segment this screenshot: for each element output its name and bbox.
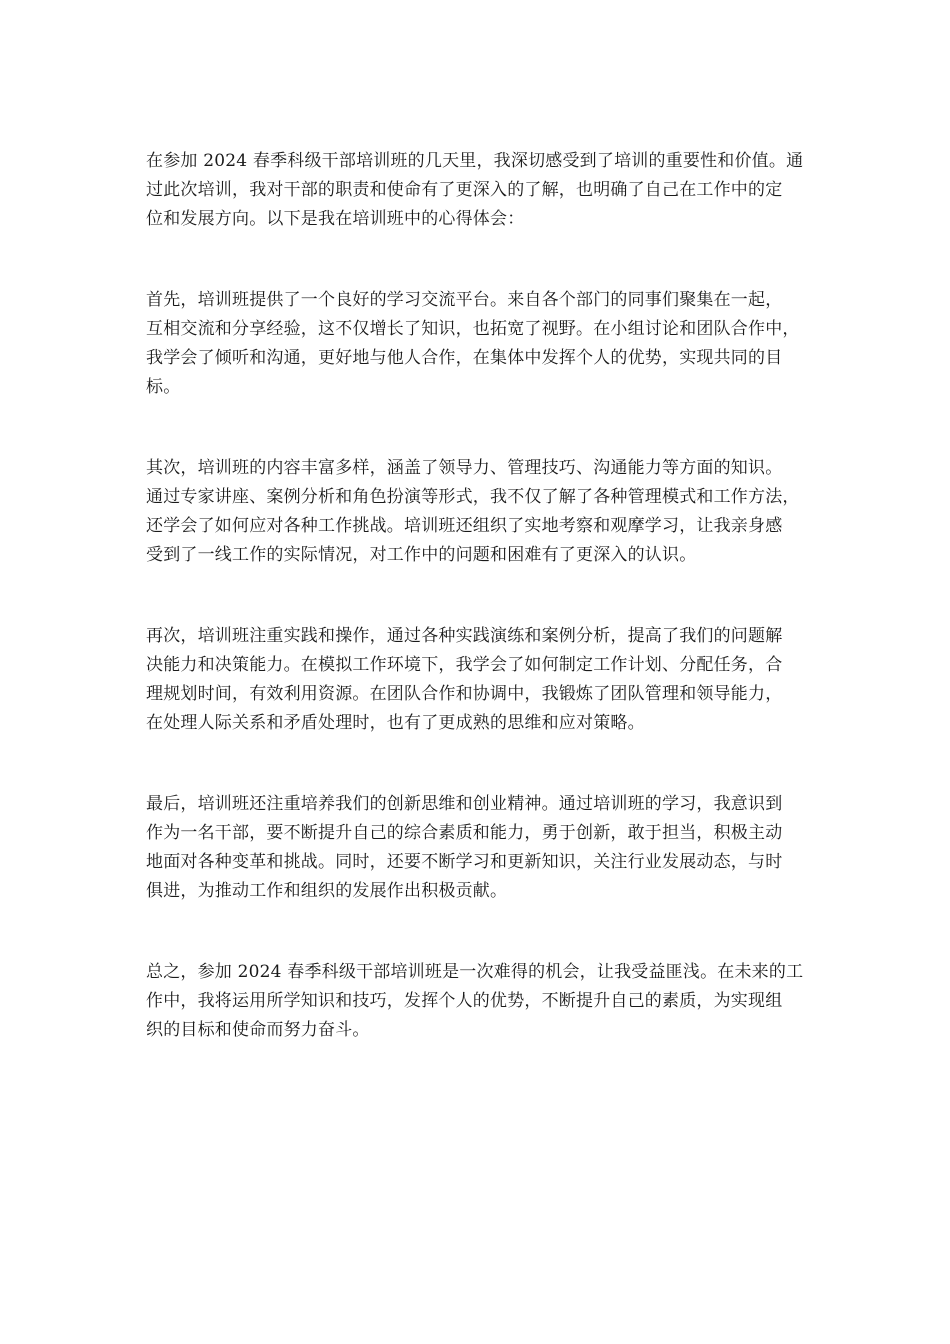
paragraph-line: 过此次培训，我对干部的职责和使命有了更深入的了解，也明确了自己在工作中的定 bbox=[146, 180, 783, 200]
paragraph-line: 在参加 2024 春季科级干部培训班的几天里，我深切感受到了培训的重要性和价值。通 bbox=[146, 151, 804, 171]
paragraph-conclusion bbox=[146, 958, 816, 1045]
paragraph-line: 其次，培训班的内容丰富多样，涵盖了领导力、管理技巧、沟通能力等方面的知识。 bbox=[146, 458, 783, 478]
paragraph-line: 位和发展方向。以下是我在培训班中的心得体会： bbox=[146, 209, 525, 229]
paragraph-first bbox=[146, 286, 816, 402]
paragraph-line: 地面对各种变革和挑战。同时，还要不断学习和更新知识，关注行业发展动态，与时 bbox=[146, 852, 783, 872]
paragraph-line: 俱进，为推动工作和组织的发展作出积极贡献。 bbox=[146, 881, 508, 901]
paragraph-fourth bbox=[146, 790, 816, 906]
document-body bbox=[146, 147, 816, 1097]
paragraph-line: 还学会了如何应对各种工作挑战。培训班还组织了实地考察和观摩学习，让我亲身感 bbox=[146, 516, 783, 536]
paragraph-third bbox=[146, 622, 816, 738]
paragraph-line: 再次，培训班注重实践和操作，通过各种实践演练和案例分析，提高了我们的问题解 bbox=[146, 626, 783, 646]
paragraph-second bbox=[146, 454, 816, 570]
paragraph-line: 我学会了倾听和沟通，更好地与他人合作，在集体中发挥个人的优势，实现共同的目 bbox=[146, 348, 783, 368]
paragraph-line: 作中，我将运用所学知识和技巧，发挥个人的优势，不断提升自己的素质，为实现组 bbox=[146, 991, 783, 1011]
paragraph-line: 首先，培训班提供了一个良好的学习交流平台。来自各个部门的同事们聚集在一起， bbox=[146, 290, 783, 310]
paragraph-line: 标。 bbox=[146, 377, 181, 397]
paragraph-line: 互相交流和分享经验，这不仅增长了知识，也拓宽了视野。在小组讨论和团队合作中， bbox=[146, 319, 800, 339]
paragraph-line: 总之，参加 2024 春季科级干部培训班是一次难得的机会，让我受益匪浅。在未来的工 bbox=[146, 962, 804, 982]
paragraph-line: 通过专家讲座、案例分析和角色扮演等形式，我不仅了解了各种管理模式和工作方法， bbox=[146, 487, 800, 507]
paragraph-line: 决能力和决策能力。在模拟工作环境下，我学会了如何制定工作计划、分配任务，合 bbox=[146, 655, 783, 675]
paragraph-line: 织的目标和使命而努力奋斗。 bbox=[146, 1020, 370, 1040]
paragraph-line: 作为一名干部，要不断提升自己的综合素质和能力，勇于创新，敢于担当，积极主动 bbox=[146, 823, 783, 843]
paragraph-line: 在处理人际关系和矛盾处理时，也有了更成熟的思维和应对策略。 bbox=[146, 713, 645, 733]
paragraph-line: 受到了一线工作的实际情况，对工作中的问题和困难有了更深入的认识。 bbox=[146, 545, 697, 565]
paragraph-intro bbox=[146, 147, 816, 234]
paragraph-line: 最后，培训班还注重培养我们的创新思维和创业精神。通过培训班的学习，我意识到 bbox=[146, 794, 783, 814]
paragraph-line: 理规划时间，有效利用资源。在团队合作和协调中，我锻炼了团队管理和领导能力， bbox=[146, 684, 783, 704]
